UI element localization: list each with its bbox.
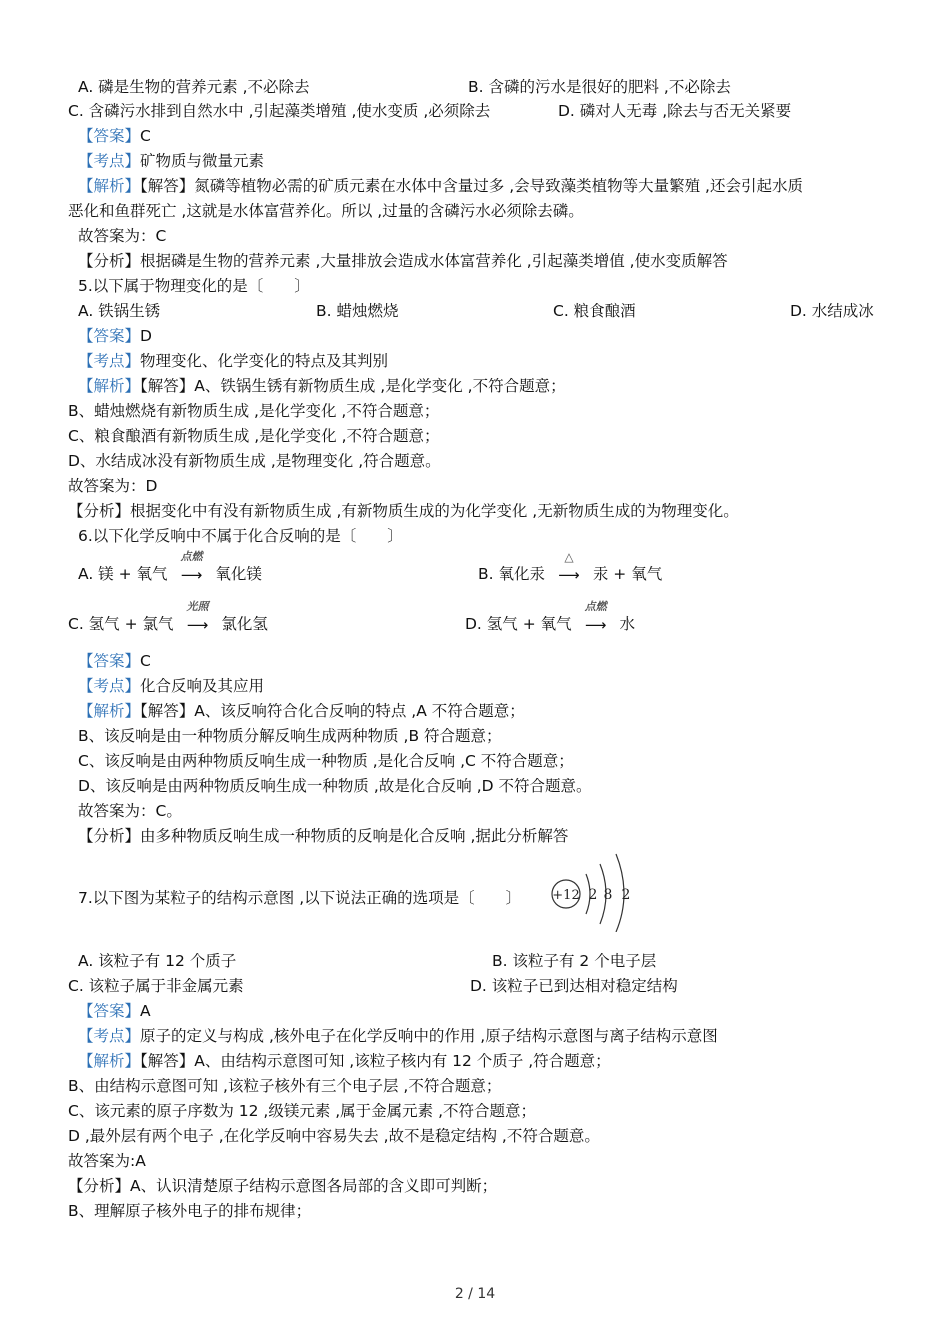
q6-answer-value: C: [140, 652, 151, 670]
q6-c-reactants: C. 氢气 + 氯气: [68, 615, 174, 633]
q4-point: [78, 151, 264, 171]
shell-1-electrons: 2: [588, 887, 598, 903]
q6-option-d: [465, 600, 636, 634]
q7-analysis-1: [68, 1176, 497, 1196]
nucleus-charge: +12: [552, 888, 580, 903]
q7-analysis-1-text: A、认识清楚原子结构示意图各局部的含义即可判断；: [130, 1177, 498, 1195]
atom-structure-diagram: [548, 850, 638, 932]
analysis-label: 【分析】: [78, 827, 141, 845]
explain-label: 【解析】: [78, 177, 141, 195]
q5-analysis: [68, 501, 739, 521]
q6-explain-1-text: 【解答】A、该反响符合化合反响的特点 ,A 不符合题意；: [140, 702, 525, 720]
q7-analysis-2: B、理解原子核外电子的排布规律；: [68, 1202, 312, 1220]
page-number: 2 / 14: [454, 1286, 496, 1302]
q6-a-reactants: A. 镁 + 氧气: [78, 565, 168, 583]
shell-3-electrons: 2: [621, 887, 631, 903]
q4-option-c: C. 含磷污水排到自然水中 ,引起藻类增殖 ,使水变质 ,必须除去: [68, 102, 491, 120]
q7-option-b: B. 该粒子有 2 个电子层: [492, 952, 657, 970]
q6-option-c: [68, 600, 268, 634]
q6-d-condition: 点燃: [584, 600, 607, 613]
answer-label: 【答案】: [78, 327, 141, 345]
q4-explain-1-text: 【解答】氮磷等植物必需的矿质元素在水体中含量过多 ,会导致藻类植物等大量繁殖 ,还会引起水质: [140, 177, 803, 195]
q5-explain-4: D、水结成冰没有新物质生成 ,是物理变化 ,符合题意。: [68, 452, 441, 470]
q4-answer-value: C: [140, 127, 151, 145]
q7-answer: [78, 1001, 151, 1021]
q5-explain-1-text: 【解答】A、铁锅生锈有新物质生成 ,是化学变化 ,不符合题意；: [140, 377, 566, 395]
answer-label: 【答案】: [78, 127, 141, 145]
q6-c-product: 氯化氢: [221, 615, 268, 633]
q6-b-reactants: B. 氧化汞: [478, 565, 545, 583]
point-label: 【考点】: [78, 152, 141, 170]
point-label: 【考点】: [78, 677, 141, 695]
q6-a-product: 氧化镁: [215, 565, 262, 583]
q7-point-text: 原子的定义与构成 ,核外电子在化学反响中的作用 ,原子结构示意图与离子结构示意图: [140, 1027, 718, 1045]
q4-answer: [78, 126, 151, 146]
q7-explain-1: [78, 1051, 611, 1071]
q5-explain-1: [78, 376, 566, 396]
q4-option-d: D. 磷对人无毒 ,除去与否无关紧要: [558, 102, 792, 120]
arrow-icon: ⟶: [180, 566, 203, 584]
q7-option-d: D. 该粒子已到达相对稳定结构: [470, 977, 678, 995]
q6-point-text: 化合反响及其应用: [140, 677, 265, 695]
q5-point-text: 物理变化、化学变化的特点及其判别: [140, 352, 389, 370]
q6-b-condition: △: [564, 550, 574, 564]
explain-label: 【解析】: [78, 377, 141, 395]
point-label: 【考点】: [78, 352, 141, 370]
q6-d-reaction-arrow: [578, 600, 614, 634]
q7-point: [78, 1026, 718, 1046]
q7-stem: 7.以下图为某粒子的结构示意图 ,以下说法正确的选项是〔 〕: [78, 889, 522, 907]
q6-answer: [78, 651, 151, 671]
q5-point: [78, 351, 388, 371]
q4-point-text: 矿物质与微量元素: [140, 152, 265, 170]
q6-explain-1: [78, 701, 525, 721]
q6-point: [78, 676, 264, 696]
q7-answer-value: A: [140, 1002, 151, 1020]
shell-2-electrons: 8: [603, 887, 613, 903]
q5-explain-2: B、蜡烛燃烧有新物质生成 ,是化学变化 ,不符合题意；: [68, 402, 440, 420]
q4-analysis-text: 根据磷是生物的营养元素 ,大量排放会造成水体富营养化 ,引起藻类增值 ,使水变质解答: [140, 252, 728, 270]
q6-analysis-text: 由多种物质反响生成一种物质的反响是化合反响 ,据此分析解答: [140, 827, 569, 845]
q4-conclusion: 故答案为：C: [78, 227, 167, 245]
q5-stem: 5.以下属于物理变化的是〔 〕: [78, 277, 310, 295]
q5-explain-3: C、粮食酿酒有新物质生成 ,是化学变化 ,不符合题意；: [68, 427, 440, 445]
q5-answer: [78, 326, 152, 346]
q7-explain-4: D ,最外层有两个电子 ,在化学反响中容易失去 ,故不是稳定结构 ,不符合题意。: [68, 1127, 600, 1145]
arrow-icon: ⟶: [584, 616, 607, 634]
q7-option-a: A. 该粒子有 12 个质子: [78, 952, 237, 970]
q7-conclusion: 故答案为:A: [68, 1152, 146, 1170]
explain-label: 【解析】: [78, 702, 141, 720]
q5-option-b: B. 蜡烛燃烧: [316, 302, 399, 320]
q4-analysis: [78, 251, 728, 271]
q5-answer-value: D: [140, 327, 152, 345]
q6-explain-3: C、该反响是由两种物质反响生成一种物质 ,是化合反响 ,C 不符合题意；: [78, 752, 574, 770]
arrow-icon: ⟶: [186, 616, 209, 634]
q6-a-condition: 点燃: [180, 550, 203, 563]
q6-b-product: 汞 + 氧气: [592, 565, 663, 583]
q7-option-c: C. 该粒子属于非金属元素: [68, 977, 244, 995]
answer-label: 【答案】: [78, 1002, 141, 1020]
answer-label: 【答案】: [78, 652, 141, 670]
q5-option-d: D. 水结成冰: [790, 302, 874, 320]
q6-b-reaction-arrow: [551, 550, 587, 584]
q6-c-condition: 光照: [186, 600, 209, 613]
q4-explain-1: [78, 176, 803, 196]
q7-explain-2: B、由结构示意图可知 ,该粒子核外有三个电子层 ,不符合题意；: [68, 1077, 502, 1095]
explain-label: 【解析】: [78, 1052, 141, 1070]
q6-stem: 6.以下化学反响中不属于化合反响的是〔 〕: [78, 527, 403, 545]
q5-conclusion: 故答案为：D: [68, 477, 158, 495]
q6-explain-4: D、该反响是由两种物质反响生成一种物质 ,故是化合反响 ,D 不符合题意。: [78, 777, 592, 795]
q5-option-a: A. 铁锅生锈: [78, 302, 161, 320]
analysis-label: 【分析】: [68, 1177, 131, 1195]
q4-option-b: B. 含磷的污水是很好的肥料 ,不必除去: [468, 78, 731, 96]
analysis-label: 【分析】: [68, 502, 131, 520]
analysis-label: 【分析】: [78, 252, 141, 270]
q6-a-reaction-arrow: [173, 550, 209, 584]
q4-option-a: A. 磷是生物的营养元素 ,不必除去: [78, 78, 310, 96]
q6-d-reactants: D. 氢气 + 氧气: [465, 615, 572, 633]
q6-conclusion: 故答案为：C。: [78, 802, 182, 820]
q6-analysis: [78, 826, 568, 846]
q7-explain-1-text: 【解答】A、由结构示意图可知 ,该粒子核内有 12 个质子 ,符合题意；: [140, 1052, 611, 1070]
q5-analysis-text: 根据变化中有没有新物质生成 ,有新物质生成的为化学变化 ,无新物质生成的为物理变化。: [130, 502, 739, 520]
q6-d-product: 水: [619, 615, 636, 633]
q6-option-a: [78, 550, 262, 584]
point-label: 【考点】: [78, 1027, 141, 1045]
q4-explain-2: 恶化和鱼群死亡 ,这就是水体富营养化。所以 ,过量的含磷污水必须除去磷。: [68, 202, 584, 220]
arrow-icon: ⟶: [558, 566, 580, 584]
q7-explain-3: C、该元素的原子序数为 12 ,级镁元素 ,属于金属元素 ,不符合题意；: [68, 1102, 537, 1120]
q5-option-c: C. 粮食酿酒: [553, 302, 636, 320]
q6-explain-2: B、该反响是由一种物质分解反响生成两种物质 ,B 符合题意；: [78, 727, 502, 745]
q6-c-reaction-arrow: [179, 600, 215, 634]
q6-option-b: [478, 550, 663, 584]
